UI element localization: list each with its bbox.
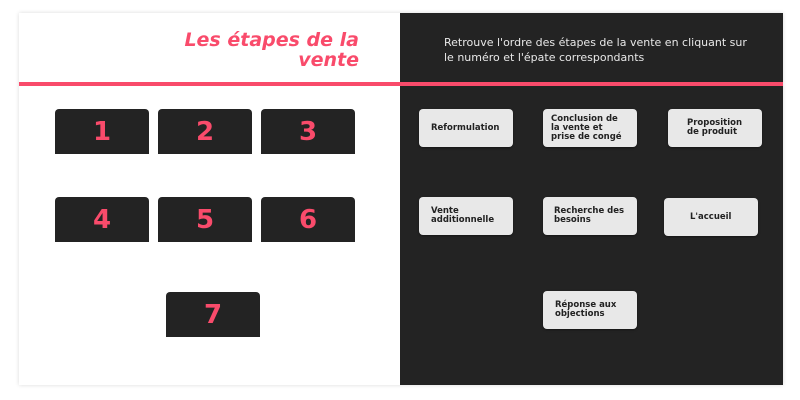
page-title: Les étapes de la vente [184,29,359,71]
number-button-6[interactable]: 6 [261,197,355,242]
step-vente-additionnelle[interactable]: Vente additionnelle [419,197,513,235]
instructions-text: Retrouve l'ordre des étapes de la vente en cliquant sur le numéro et l'épate correspondants [444,36,747,64]
step-accueil[interactable]: L'accueil [664,198,758,236]
header-divider [19,82,783,86]
step-reformulation[interactable]: Reformulation [419,109,513,147]
step-conclusion[interactable]: Conclusion de la vente et prise de congé [543,109,637,147]
step-recherche-besoins[interactable]: Recherche des besoins [543,197,637,235]
number-button-5[interactable]: 5 [158,197,252,242]
number-button-2[interactable]: 2 [158,109,252,154]
number-button-3[interactable]: 3 [261,109,355,154]
number-button-7[interactable]: 7 [166,292,260,337]
number-button-1[interactable]: 1 [55,109,149,154]
step-reponse-objections[interactable]: Réponse aux objections [543,291,637,329]
step-proposition[interactable]: Proposition de produit [668,109,762,147]
number-button-4[interactable]: 4 [55,197,149,242]
